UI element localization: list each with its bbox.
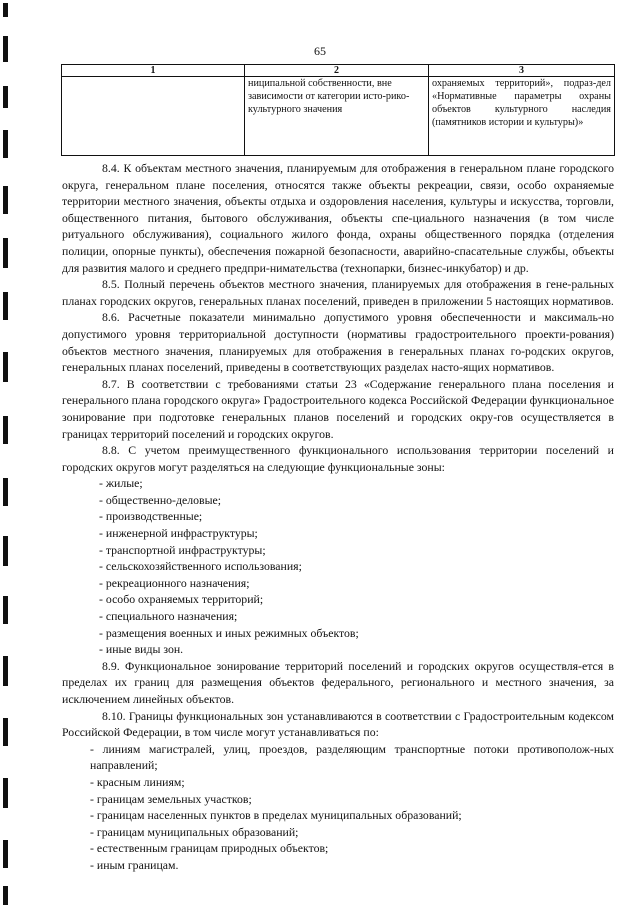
table-header-cell: 1 — [62, 65, 245, 77]
list-item: - сельскохозяйственного использования; — [99, 559, 302, 574]
paragraph-8-7: 8.7. В соответствии с требованиями статьи 23 «Содержание генерального плана поселения и генерального плана городского округа» Градостроительного кодекса Российской Федерации функциональное зонирование при подготовке генеральных планов поселений и городских окру-гов осуществляется в границах территорий поселений и городских округов. — [62, 376, 614, 441]
list-item: - иные виды зон. — [99, 642, 184, 657]
list-item: - производственные; — [99, 509, 203, 524]
list-item: - инженерной инфраструктуры; — [99, 526, 258, 541]
document-body — [62, 160, 614, 874]
page-number: 65 — [314, 44, 326, 58]
list-item: - специального назначения; — [99, 609, 238, 624]
table-cell-col2: ниципальной собственности, вне зависимости от категории исто-рико-культурного значения — [245, 77, 429, 156]
list-item: - размещения военных и иных режимных объектов; — [99, 625, 359, 640]
table-header-cell: 2 — [245, 65, 429, 77]
list-item: - границам населенных пунктов в пределах муниципальных образований; — [90, 808, 462, 823]
list-item: - красным линиям; — [90, 774, 185, 789]
list-item: - жилые; — [99, 476, 143, 491]
functional-zones-list — [62, 475, 614, 658]
paragraph-8-6: 8.6. Расчетные показатели минимально допустимого уровня обеспеченности и максималь-но допустимого уровня территориальной доступности (нормативы градостроительного проекти-рования) объектов местного значения, планируемых для отображения в генеральных планах го-родских округов, генеральных планах поселений, приведены в соответствующих разделах насто-ящих нормативов. — [62, 310, 614, 375]
table-header-cell: 3 — [429, 65, 615, 77]
list-item: - общественно-деловые; — [99, 492, 222, 507]
table-header-row — [62, 65, 615, 77]
continuation-table — [61, 64, 615, 156]
boundaries-list — [62, 741, 614, 874]
list-item: - транспортной инфраструктуры; — [99, 542, 266, 557]
paragraph-8-5: 8.5. Полный перечень объектов местного значения, планируемых для отображения в гене-ральных планах городских округов, генеральных планах поселений, приведен в приложении 5 настоящих нормативов. — [62, 277, 614, 308]
paragraph-8-4: 8.4. К объектам местного значения, планируемым для отображения в генеральном плане городского округа, генеральном плане поселения, относятся также объекты рекреации, связи, особо охраняемые территории местного значения, объекты отдыха и оздоровления населения, культуры и искусства, торговли, общественного питания, бытового обслуживания, объекты спе-циального назначения (в том числе ритуального обслуживания), социального жилого фонда, охраны общественного порядка (отделения полиции, опорные пункты), обеспечения пожарной безопасности, аварийно-спасательные службы, объекты для развития малого и среднего предпри-нимательства (технопарки, бизнес-инкубатор) и др. — [62, 161, 614, 275]
list-item: - естественным границам природных объектов; — [90, 841, 329, 856]
binder-marks — [3, 0, 15, 905]
list-item: - границам земельных участков; — [90, 791, 252, 806]
paragraph-8-8: 8.8. С учетом преимущественного функционального использования территории поселений и городских округов могут разделяться на следующие функциональные зоны: — [62, 443, 614, 474]
list-item: - рекреационного назначения; — [99, 575, 250, 590]
list-item: - линиям магистралей, улиц, проездов, разделяющим транспортные потоки противополож-ных направлений; — [90, 741, 614, 773]
list-item: - особо охраняемых территорий; — [99, 592, 264, 607]
list-item: - иным границам. — [90, 857, 179, 872]
paragraph-8-10: 8.10. Границы функциональных зон устанавливаются в соответствии с Градостроительным кодексом Российской Федерации, в том числе могут устанавливаться по: — [62, 708, 614, 740]
table-cell-col3: охраняемых территорий», подраз-дел «Нормативные параметры охраны объектов культурного наследия (памятников истории и культуры)» — [429, 77, 615, 156]
table-row — [62, 77, 615, 156]
paragraph-8-9: 8.9. Функциональное зонирование территорий поселений и городских округов осуществля-ется в пределах их границ для размещения объектов федерального, регионального и местного значения, за исключением линейных объектов. — [62, 658, 614, 706]
table-cell-col1 — [62, 77, 245, 156]
list-item: - границам муниципальных образований; — [90, 824, 299, 839]
